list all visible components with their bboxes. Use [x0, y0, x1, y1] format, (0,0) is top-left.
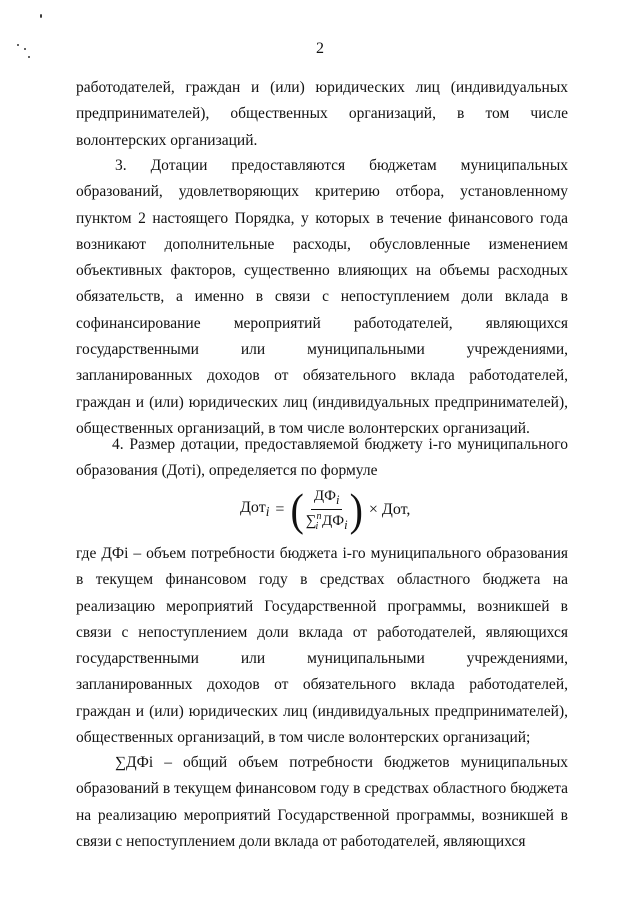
scan-speck: [28, 56, 30, 58]
formula-denominator: ∑$^n_i$ $ДФ_i$: [305, 510, 348, 532]
left-paren: (: [290, 483, 304, 536]
page-number: 2: [316, 40, 324, 57]
formula-dotation: [240, 482, 410, 538]
right-paren: ): [349, 483, 363, 536]
formula-numerator: $ДФ_i$: [311, 488, 343, 510]
paragraph-continuation: работодателей, граждан и (или) юридических лиц (индивидуальных предпринимателей), общественных организаций, в том числе волонтерских организаций.: [76, 79, 568, 149]
formula-equals: =: [275, 501, 285, 518]
paragraph-definition-sum-dfi: ∑ДФi – общий объем потребности бюджетов муниципальных образований в текущем финансовом году в средствах областного бюджета на реализацию мероприятий Государственной программы, возникшей в связи с непоступлением доли вклада от работодателей, являющихся: [76, 754, 568, 850]
formula-times-dot: × Дот,: [368, 501, 411, 518]
paragraph-item-3: 3. Дотации предоставляются бюджетам муниципальных образований, удовлетворяющих критерию отбора, установленному пунктом 2 настоящего Порядка, у которых в течение финансового года возникают дополнительные расходы, обусловленные изменением объективных факторов, существенно влияющих на объемы расходных обязательств, а именно в связи с непоступлением доли вклада в софинансирование мероприятий работодателей, являющихся государственными или муниципальными учреждениями, запланированных доходов от обязательного вклада работодателей, граждан и (или) юридических лиц (индивидуальных предпринимателей), общественных организаций, в том числе волонтерских организаций.: [76, 157, 568, 437]
scan-speck: [24, 48, 26, 50]
paragraph-item-4: 4. Размер дотации, предоставляемой бюджету i-го муниципального образования (Дотi), определяется по формуле: [76, 436, 568, 480]
formula-lhs: Дот$_i$: [240, 499, 270, 520]
paragraph-definition-dfi: где ДФi – объем потребности бюджета i-го муниципального образования в текущем финансовом году в средствах областного бюджета на реализацию мероприятий Государственной программы, возникшей в связи с непоступлением доли вклада от работодателей, являющихся государственными или муниципальными учреждениями, запланированных доходов от обязательного вклада работодателей, граждан и (или) юридических лиц (индивидуальных предпринимателей), общественных организаций, в том числе волонтерских организаций;: [76, 545, 568, 747]
scan-speck: [40, 14, 42, 18]
scan-speck: [17, 44, 19, 46]
formula-fraction: [306, 488, 348, 533]
